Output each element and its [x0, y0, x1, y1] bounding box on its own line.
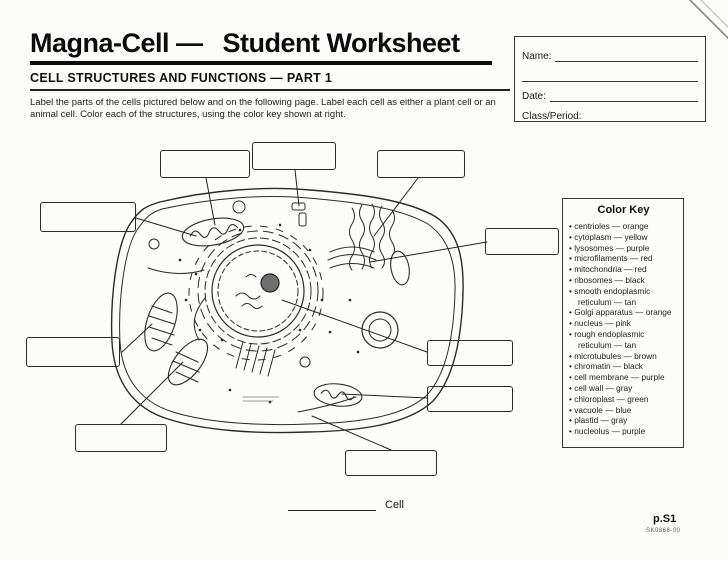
date-label: Date:	[522, 91, 546, 102]
label-box[interactable]	[345, 450, 437, 476]
page-number: p.S1	[653, 513, 677, 525]
label-box[interactable]	[40, 202, 136, 232]
microfilaments	[236, 342, 275, 376]
color-key-item: • nucleus — pink	[569, 318, 678, 329]
label-box[interactable]	[427, 340, 513, 366]
color-key-item: • chromatin — black	[569, 361, 678, 372]
product-code: SK0868-00	[646, 528, 681, 534]
label-box[interactable]	[252, 142, 336, 170]
nucleus	[212, 245, 304, 337]
cell-type-label: Cell	[385, 499, 404, 511]
color-key-item: • cell wall — gray	[569, 383, 678, 394]
color-key-item: • microfilaments — red	[569, 253, 678, 264]
page-corner-mark	[690, 0, 728, 38]
label-box[interactable]	[485, 228, 559, 255]
label-box[interactable]	[160, 150, 250, 178]
color-key-item: • chloroplast — green	[569, 394, 678, 405]
color-key-item: • mitochondria — red	[569, 264, 678, 275]
chromatin	[236, 275, 262, 309]
color-key-item: • ribosomes — black	[569, 275, 678, 286]
color-key-list	[569, 221, 678, 437]
cell-type-field	[288, 498, 404, 511]
color-key-title: Color Key	[597, 204, 650, 216]
vacuole	[362, 312, 398, 348]
golgi-apparatus	[328, 247, 376, 268]
color-key-item: • nucleolus — purple	[569, 426, 678, 437]
section-subtitle: CELL STRUCTURES AND FUNCTIONS — PART 1	[30, 71, 333, 85]
color-key-item: • centrioles — orange	[569, 221, 678, 232]
smooth-endoplasmic-reticulum	[350, 204, 395, 270]
color-key-item: • rough endoplasmic reticulum — tan	[569, 329, 678, 351]
cell-type-input-line[interactable]	[288, 498, 376, 511]
nucleolus	[261, 274, 279, 292]
color-key-item: • microtubules — brown	[569, 351, 678, 362]
color-key-item: • Golgi apparatus — orange	[569, 307, 678, 318]
color-key-item: • cytoplasm — yellow	[569, 232, 678, 243]
title-right: Student Worksheet	[222, 28, 460, 58]
instructions-text: Label the parts of the cells pictured below and on the following page. Label each cell as either a plant cell or an animal cell. Color each of the structures, using the color key shown at right.	[30, 97, 496, 120]
class-period-label: Class/Period:	[522, 111, 582, 122]
fine-print-squiggle	[243, 397, 279, 401]
mitochondrion	[180, 214, 412, 409]
name-label: Name:	[522, 51, 552, 62]
color-key-item: • smooth endoplasmic reticulum — tan	[569, 286, 678, 308]
color-key-item: • vacuole — blue	[569, 405, 678, 416]
color-key-item: • cell membrane — purple	[569, 372, 678, 383]
chloroplast	[138, 289, 214, 391]
label-box[interactable]	[377, 150, 465, 178]
label-box[interactable]	[427, 386, 513, 412]
color-key-item: • lysosomes — purple	[569, 243, 678, 254]
label-box[interactable]	[75, 424, 167, 452]
title-left: Magna-Cell —	[30, 28, 203, 58]
color-key-item: • plastid — gray	[569, 415, 678, 426]
label-box[interactable]	[26, 337, 120, 367]
color-key-box	[562, 198, 684, 448]
